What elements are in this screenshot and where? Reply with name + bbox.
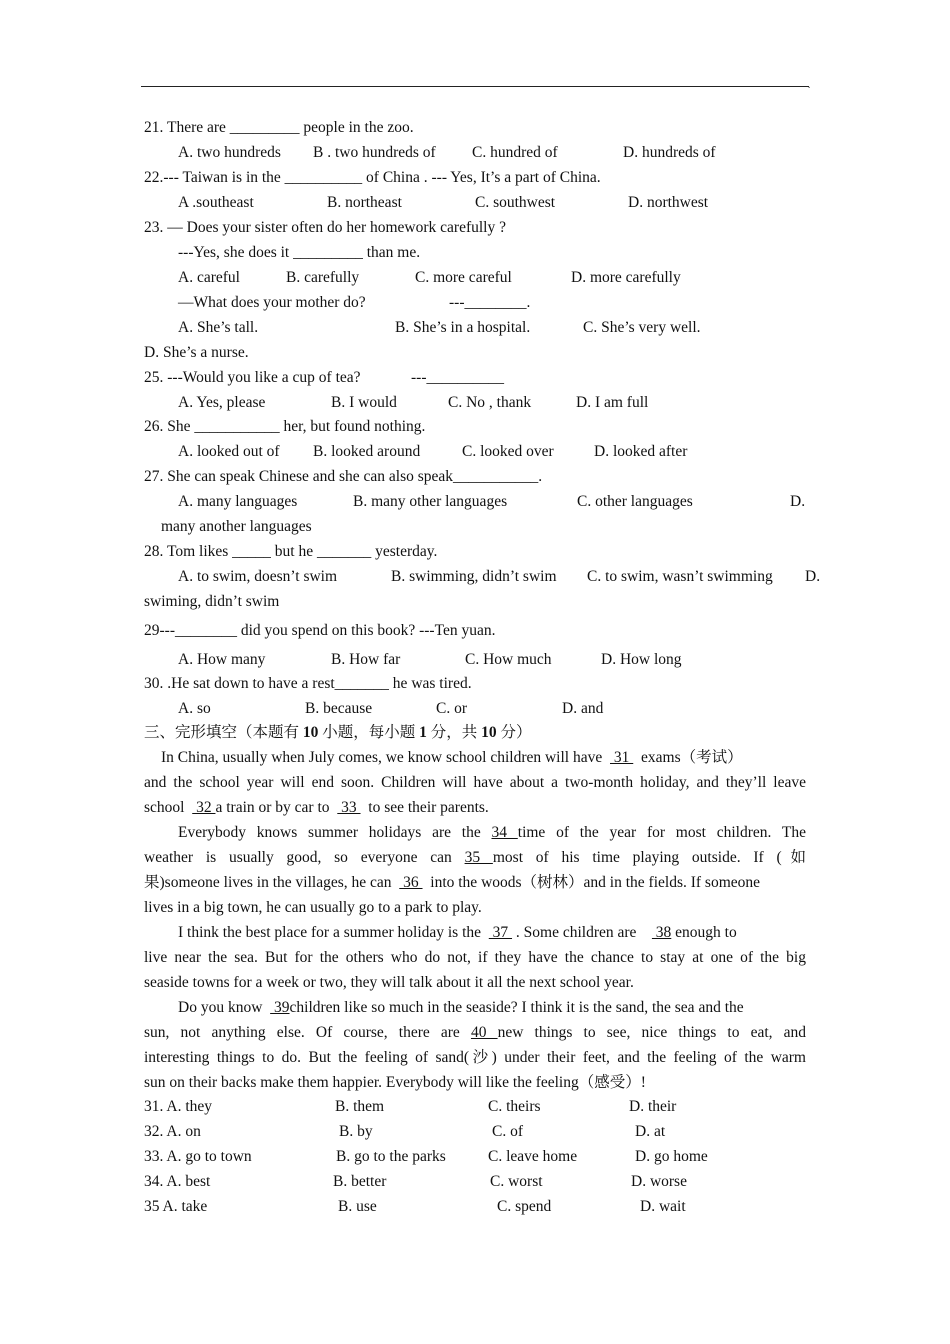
passage-p2-line2: weather is usually good, so everyone can 35 most of his time playing outside. If (如 (144, 849, 807, 866)
q27-option-d-label: D. (790, 493, 806, 510)
cloze-31-option-c: C. theirs (488, 1098, 541, 1115)
blank-36: 36 (399, 874, 423, 891)
q26-option-a: A. looked out of (178, 443, 280, 460)
cloze-31-option-b: B. them (335, 1098, 385, 1115)
blank-32: 32 (192, 799, 216, 816)
q23-option-a: A. careful (178, 269, 240, 286)
blank-35: 35 (464, 849, 493, 866)
q29-option-a: A. How many (178, 651, 266, 668)
q25-stem-a: 25. ---Would you like a cup of tea? (144, 369, 361, 386)
passage-p2-line3: 果)someone lives in the villages, he can 36 into the woods（树林）and in the fields. If someone (144, 874, 761, 891)
q24-stem-b: ---________. (449, 294, 531, 311)
q29-option-d: D. How long (601, 651, 682, 668)
cloze-34-option-b: B. better (333, 1173, 387, 1190)
q21-stem: 21. There are _________ people in the zoo. (144, 119, 414, 136)
cloze-34-option-a: 34. A. best (144, 1173, 211, 1190)
q28-option-c: C. to swim, wasn’t swimming (587, 568, 773, 585)
q23-option-c: C. more careful (415, 269, 512, 286)
cloze-33-option-b: B. go to the parks (336, 1148, 446, 1165)
q27-option-d-text: many another languages (161, 518, 312, 535)
q22-option-c: C. southwest (475, 194, 556, 211)
q23-stem: 23. — Does your sister often do her homework carefully ? (144, 219, 506, 236)
q26-stem: 26. She ___________ her, but found nothing. (144, 418, 426, 435)
q26-option-d: D. looked after (594, 443, 688, 460)
q21-option-c: C. hundred of (472, 144, 558, 161)
cloze-34-option-c: C. worst (490, 1173, 543, 1190)
q25-option-d: D. I am full (576, 394, 649, 411)
q28-stem: 28. Tom likes _____ but he _______ yesterday. (144, 543, 438, 560)
cloze-33-option-d: D. go home (635, 1148, 708, 1165)
blank-33: 33 (337, 799, 361, 816)
cloze-33-option-a: 33. A. go to town (144, 1148, 252, 1165)
q25-option-c: C. No , thank (448, 394, 532, 411)
q29-option-b: B. How far (331, 651, 401, 668)
q24-option-c: C. She’s very well. (583, 319, 701, 336)
q30-stem: 30. .He sat down to have a rest_______ he was tired. (144, 675, 472, 692)
cloze-31-option-a: 31. A. they (144, 1098, 213, 1115)
cloze-35-option-a: 35 A. take (144, 1198, 208, 1215)
q27-stem: 27. She can speak Chinese and she can also speak___________. (144, 468, 543, 485)
q28-option-d-label: D. (805, 568, 821, 585)
passage-p2-line1: Everybody knows summer holidays are the 34 time of the year for most children. The (178, 824, 806, 841)
q21-option-a: A. two hundreds (178, 144, 281, 161)
header-mark: . (808, 80, 811, 90)
passage-p4-line3: interesting things to do. But the feeling of sand(沙) under their feet, and the feeling of the warm (144, 1049, 806, 1066)
passage-p1-line1: In China, usually when July comes, we know school children will have 31 exams（考试） (161, 749, 743, 766)
cloze-32-option-a: 32. A. on (144, 1123, 201, 1140)
cloze-32-option-d: D. at (635, 1123, 666, 1140)
passage-p4-line4: sun on their backs make them happier. Everybody will like the feeling（感受）! (144, 1074, 646, 1091)
q29-stem: 29---________ did you spend on this book? ---Ten yuan. (144, 622, 496, 639)
q23-option-d: D. more carefully (571, 269, 681, 286)
passage-p3-line2: live near the sea. But for the others who do not, if they have the chance to stay at one of the big (144, 949, 806, 966)
cloze-34-option-d: D. worse (631, 1173, 687, 1190)
q22-option-d: D. northwest (628, 194, 709, 211)
q27-option-c: C. other languages (577, 493, 693, 510)
q22-option-a: A .southeast (178, 194, 254, 211)
q25-stem-b: ---__________ (411, 369, 504, 386)
cloze-31-option-d: D. their (629, 1098, 677, 1115)
q30-option-d: D. and (562, 700, 604, 717)
passage-p1-line2: and the school year will end soon. Children will have about a two-month holiday, and they’ll leave (144, 774, 806, 791)
q25-option-b: B. I would (331, 394, 397, 411)
q30-option-c: C. or (436, 700, 467, 717)
blank-40: 40 (470, 1024, 498, 1041)
cloze-35-option-d: D. wait (640, 1198, 686, 1215)
blank-37: 37 (488, 924, 513, 941)
q24-option-b: B. She’s in a hospital. (395, 319, 531, 336)
q28-option-d-text: swiming, didn’t swim (144, 593, 280, 610)
passage-p3-line1: I think the best place for a summer holiday is the 37 . Some children are 38 enough to (178, 924, 737, 941)
q24-stem-a: —What does your mother do? (178, 294, 366, 311)
cloze-35-option-c: C. spend (497, 1198, 552, 1215)
q21-option-b: B . two hundreds of (313, 144, 436, 161)
q21-option-d: D. hundreds of (623, 144, 716, 161)
q24-option-a: A. She’s tall. (178, 319, 259, 336)
q27-option-b: B. many other languages (353, 493, 508, 510)
q22-stem: 22.--- Taiwan is in the __________ of China . --- Yes, It’s a part of China. (144, 169, 601, 186)
passage-p4-line1: Do you know 39children like so much in the seaside? I think it is the sand, the sea and the (178, 999, 744, 1016)
blank-39: 39 (270, 999, 290, 1016)
q26-option-c: C. looked over (462, 443, 554, 460)
cloze-35-option-b: B. use (338, 1198, 377, 1215)
q24-option-d: D. She’s a nurse. (144, 344, 249, 361)
q23-option-b: B. carefully (286, 269, 360, 286)
q30-option-a: A. so (178, 700, 211, 717)
blank-34: 34 (491, 824, 518, 841)
cloze-32-option-c: C. of (492, 1123, 523, 1140)
blank-31: 31 (610, 749, 634, 766)
q25-option-a: A. Yes, please (178, 394, 266, 411)
q28-option-a: A. to swim, doesn’t swim (178, 568, 338, 585)
passage-p1-line3: school 32 a train or by car to 33 to see their parents. (144, 799, 489, 816)
q23-line2: ---Yes, she does it _________ than me. (178, 244, 421, 261)
cloze-33-option-c: C. leave home (488, 1148, 578, 1165)
passage-p4-line2: sun, not anything else. Of course, there are 40 new things to see, nice things to eat, and (144, 1024, 807, 1041)
blank-38: 38 (651, 924, 672, 941)
q22-option-b: B. northeast (327, 194, 402, 211)
q27-option-a: A. many languages (178, 493, 298, 510)
q28-option-b: B. swimming, didn’t swim (391, 568, 557, 585)
cloze-32-option-b: B. by (339, 1123, 373, 1140)
q26-option-b: B. looked around (313, 443, 421, 460)
section-3-heading: 三、完形填空（本题有 10 小题，每小题 1 分，共 10 分） (144, 724, 532, 741)
passage-p2-line4: lives in a big town, he can usually go to a park to play. (144, 899, 482, 916)
q29-option-c: C. How much (465, 651, 552, 668)
q30-option-b: B. because (305, 700, 373, 717)
passage-p3-line3: seaside towns for a week or two, they will talk about it all the next school year. (144, 974, 634, 991)
header-rule (141, 86, 809, 87)
